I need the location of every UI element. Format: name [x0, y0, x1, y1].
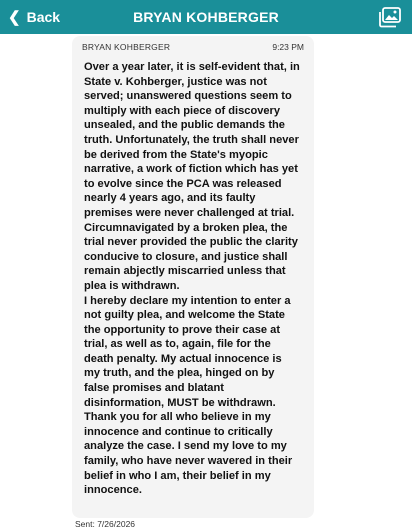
message-time: 9:23 PM — [272, 42, 304, 52]
back-label: Back — [26, 9, 61, 25]
photo-gallery-icon — [378, 6, 402, 28]
message-card — [72, 36, 314, 518]
sent-date: Sent: 7/26/2026 — [75, 519, 136, 529]
message-paragraph: I hereby declare my intention to enter a not guilty plea, and welcome the State the opportunity to prove their case at trial, as well as to, again, file for the death penalty. My actual innocence is my truth, and the plea, hinged on by false promises and blatant disinformation, MUST be withdrawn. Thank you for all who believe in my innocence and continue to critically analyze the case. I send my love to my family, who have never wavered in their belief in who I am, their belief in my innocence. — [84, 294, 293, 497]
page-title: BRYAN KOHBERGER — [133, 9, 279, 25]
top-bar — [0, 0, 412, 34]
photo-gallery-button[interactable] — [378, 6, 402, 28]
message-body — [82, 60, 304, 498]
message-header — [82, 40, 304, 54]
chevron-left-icon: ❮ — [8, 8, 21, 26]
message-paragraph: Over a year later, it is self-evident that, in State v. Kohberger, justice was not served; unanswered questions seem to multiply with each piece of discovery unsealed, and the public demands the truth. Unfortunately, the truth shall never be derived from the State's myopic narrative, a work of fiction which has yet to evolve since the PCA was released nearly 4 years ago, and its faulty premises were never challenged at trial. Circumnavigated by a broken plea, the trial never provided the public the clarity conducive to closure, and justice shall remain abjectly miscarried unless that plea is withdrawn. — [84, 61, 300, 292]
message-sender: BRYAN KOHBERGER — [82, 42, 171, 52]
